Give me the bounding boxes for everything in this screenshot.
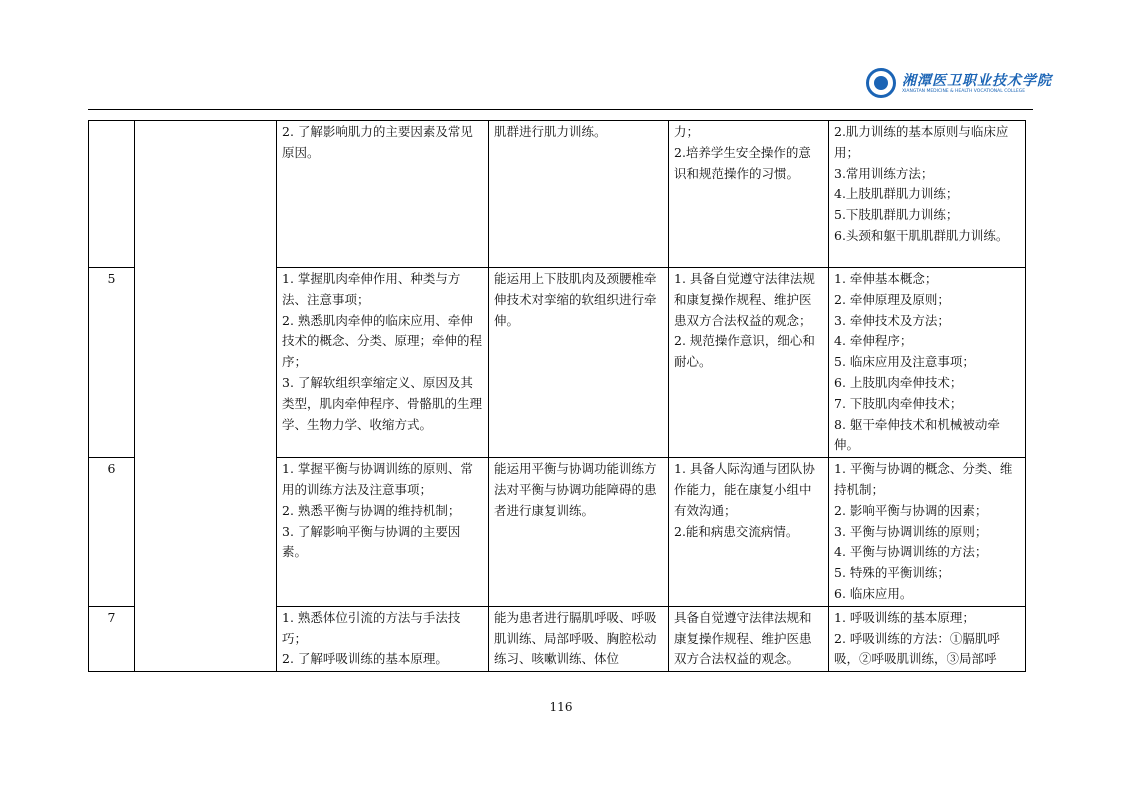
content-cell: 1. 平衡与协调的概念、分类、维持机制； 2. 影响平衡与协调的因素； 3. 平衡与协调训练的原则； 4. 平衡与协调训练的方法； 5. 特殊的平衡训练； 6. 临床应用。	[829, 458, 1026, 607]
row-number: 6	[89, 458, 135, 607]
curriculum-table	[88, 120, 1026, 672]
knowledge-cell: 2. 了解影响肌力的主要因素及常见原因。	[277, 121, 489, 268]
ability-cell: 肌群进行肌力训练。	[489, 121, 669, 268]
content-cell: 1. 牵伸基本概念； 2. 牵伸原理及原则； 3. 牵伸技术及方法； 4. 牵伸程序； 5. 临床应用及注意事项； 6. 上肢肌肉牵伸技术； 7. 下肢肌肉牵伸技术； 8. 躯干牵伸技术和机械被动牵伸。	[829, 268, 1026, 458]
knowledge-cell: 1. 熟悉体位引流的方法与手法技巧； 2. 了解呼吸训练的基本原理。	[277, 606, 489, 671]
ability-cell: 能运用平衡与协调功能训练方法对平衡与协调功能障碍的患者进行康复训练。	[489, 458, 669, 607]
college-emblem-icon	[866, 68, 896, 98]
merged-module-cell	[135, 121, 277, 672]
quality-cell: 1. 具备自觉遵守法律法规和康复操作规程、维护医患双方合法权益的观念； 2. 规范操作意识，细心和耐心。	[669, 268, 829, 458]
row-number: 7	[89, 606, 135, 671]
knowledge-cell: 1. 掌握肌肉牵伸作用、种类与方法、注意事项； 2. 熟悉肌肉牵伸的临床应用、牵伸技术的概念、分类、原理；牵伸的程序； 3. 了解软组织挛缩定义、原因及其类型，肌肉牵伸程序、骨骼肌的生理学、生物力学、收缩方式。	[277, 268, 489, 458]
page-number: 116	[549, 700, 573, 714]
quality-cell: 具备自觉遵守法律法规和康复操作规程、维护医患双方合法权益的观念。	[669, 606, 829, 671]
header-divider	[88, 109, 1033, 110]
quality-cell: 1. 具备人际沟通与团队协作能力，能在康复小组中有效沟通； 2.能和病患交流病情。	[669, 458, 829, 607]
row-number	[89, 121, 135, 268]
logo-english-name: XIANGTAN MEDICINE & HEALTH VOCATIONAL COLLEGE	[902, 89, 1026, 94]
college-logo	[866, 66, 1052, 106]
row-number: 5	[89, 268, 135, 458]
logo-college-name: 湘潭医卫职业技术学院	[902, 73, 1052, 89]
table-row	[89, 121, 1026, 268]
ability-cell: 能为患者进行膈肌呼吸、呼吸肌训练、局部呼吸、胸腔松动练习、咳嗽训练、体位	[489, 606, 669, 671]
ability-cell: 能运用上下肢肌肉及颈腰椎牵伸技术对挛缩的软组织进行牵伸。	[489, 268, 669, 458]
content-cell: 2.肌力训练的基本原则与临床应用； 3.常用训练方法； 4.上肢肌群肌力训练； 5.下肢肌群肌力训练； 6.头颈和躯干肌肌群肌力训练。	[829, 121, 1026, 268]
quality-cell: 力； 2.培养学生安全操作的意识和规范操作的习惯。	[669, 121, 829, 268]
knowledge-cell: 1. 掌握平衡与协调训练的原则、常用的训练方法及注意事项； 2. 熟悉平衡与协调的维持机制； 3. 了解影响平衡与协调的主要因素。	[277, 458, 489, 607]
content-cell: 1. 呼吸训练的基本原理； 2. 呼吸训练的方法：①膈肌呼吸，②呼吸肌训练，③局部呼	[829, 606, 1026, 671]
